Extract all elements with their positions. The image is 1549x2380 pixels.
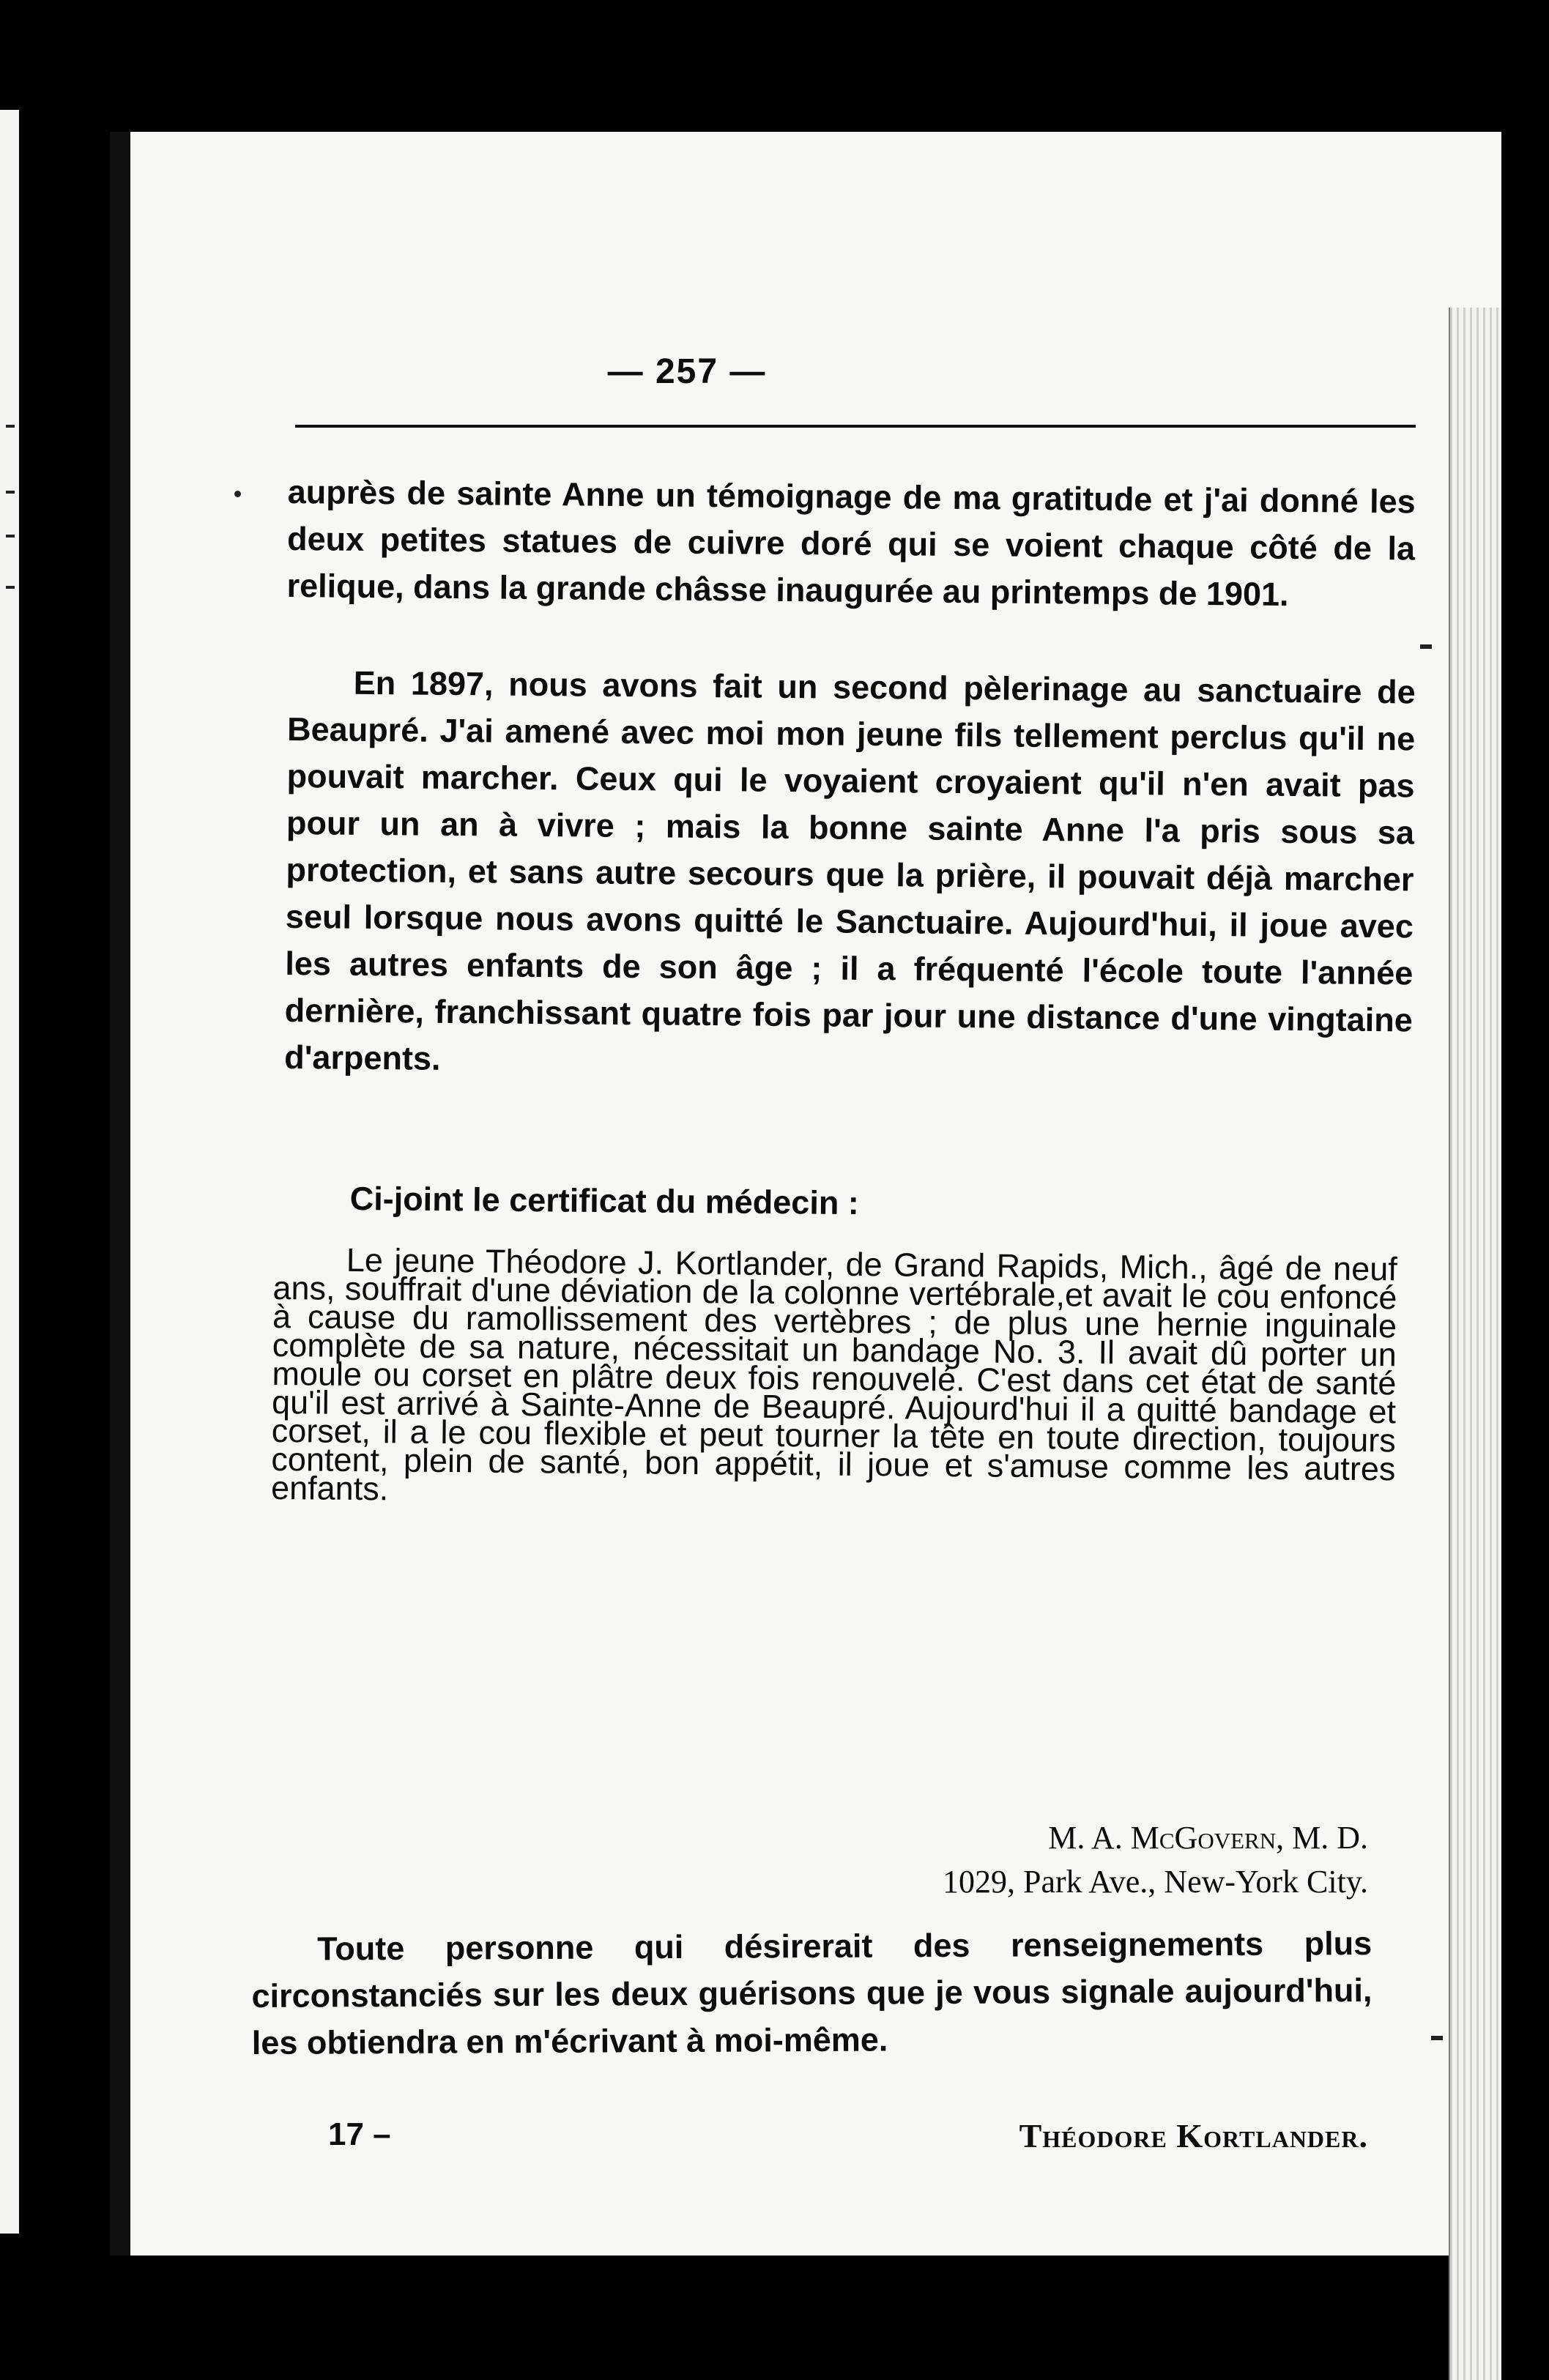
margin-mark [6,425,15,428]
doctor-signature [709,1816,1368,1904]
facing-page-edge [0,110,19,2234]
doctor-address: 1029, Park Ave., New-York City. [943,1864,1368,1900]
book-page [110,132,1501,2256]
doctor-name: M. A. McGovern, M. D. [1048,1820,1368,1856]
paragraph-text: auprès de sainte Anne un témoignage de ma gratitude et j'ai donné les deux petites statues de cuivre doré qui se voient chaque côté de la relique, dans la grande châsse inaugurée au printemps de 1901. [286,472,1416,613]
page-number: — 257 — [607,352,767,391]
margin-mark [6,491,15,494]
margin-mark [6,586,15,589]
paragraph-text: Toute personne qui désirerait des renseignements plus circonstanciés sur les deux guérisons que je vous signale aujourd'hui, les obtiendra en m'écrivant à moi-même. [251,1924,1372,2061]
certificate-text: Le jeune Théodore J. Kortlander, de Grand Rapids, Mich., âgé de neuf ans, souffrait d'une déviation de la colonne vertébrale,et avait le cou enfoncé à cause du ramollissement des vertèbres ; de plus une hernie inguinale complète de sa nature, nécessitait un bandage No. 3. Il avait dû porter un moule ou corset en plâtre deux fois renouvelé. C'est dans cet état de santé qu'il est arrivé à Sainte-Anne de Beaupré. Aujourd'hui il a quitté bandage et corset, il a le cou flexible et peut tourner la tête en toute direction, toujours content, plein de santé, bon appétit, il joue et s'amuse comme les autres enfants. [270,1241,1397,1508]
header-rule [295,425,1416,428]
author-signature: Théodore Kortlander. [1019,2117,1368,2154]
paragraph-contact [251,1920,1372,2067]
paragraph-pilgrimage [284,659,1416,1090]
paragraph-text: Ci-joint le certificat du médecin : [349,1179,860,1222]
margin-dot [234,491,241,497]
doctor-certificate [270,1241,1397,1511]
margin-mark [6,535,15,538]
certificate-intro [349,1175,1375,1231]
paragraph-text: En 1897, nous avons fait un second pèlerinage au sanctuaire de Beaupré. J'ai amené avec moi mon jeune fils tellement perclus qu'il ne pouvait marcher. Ceux qui le voyaient croyaient qu'il n'en avait pas pour un an à vivre ; mais la bonne sainte Anne l'a pris sous sa protection, et sans autre secours que la prière, il pouvait déjà marcher seul lorsque nous avons quitté le Sanctuaire. Aujourd'hui, il joue avec les autres enfants de son âge ; il a fréquenté l'école toute l'année dernière, franchissant quatre fois par jour une distance d'une vingtaine d'arpents. [284,663,1416,1077]
margin-mark [1431,2036,1443,2040]
margin-mark [1420,644,1432,649]
signature-mark: 17 – [328,2116,391,2152]
page-edge-stack [1449,308,1501,2380]
paragraph-continuation [286,469,1416,619]
